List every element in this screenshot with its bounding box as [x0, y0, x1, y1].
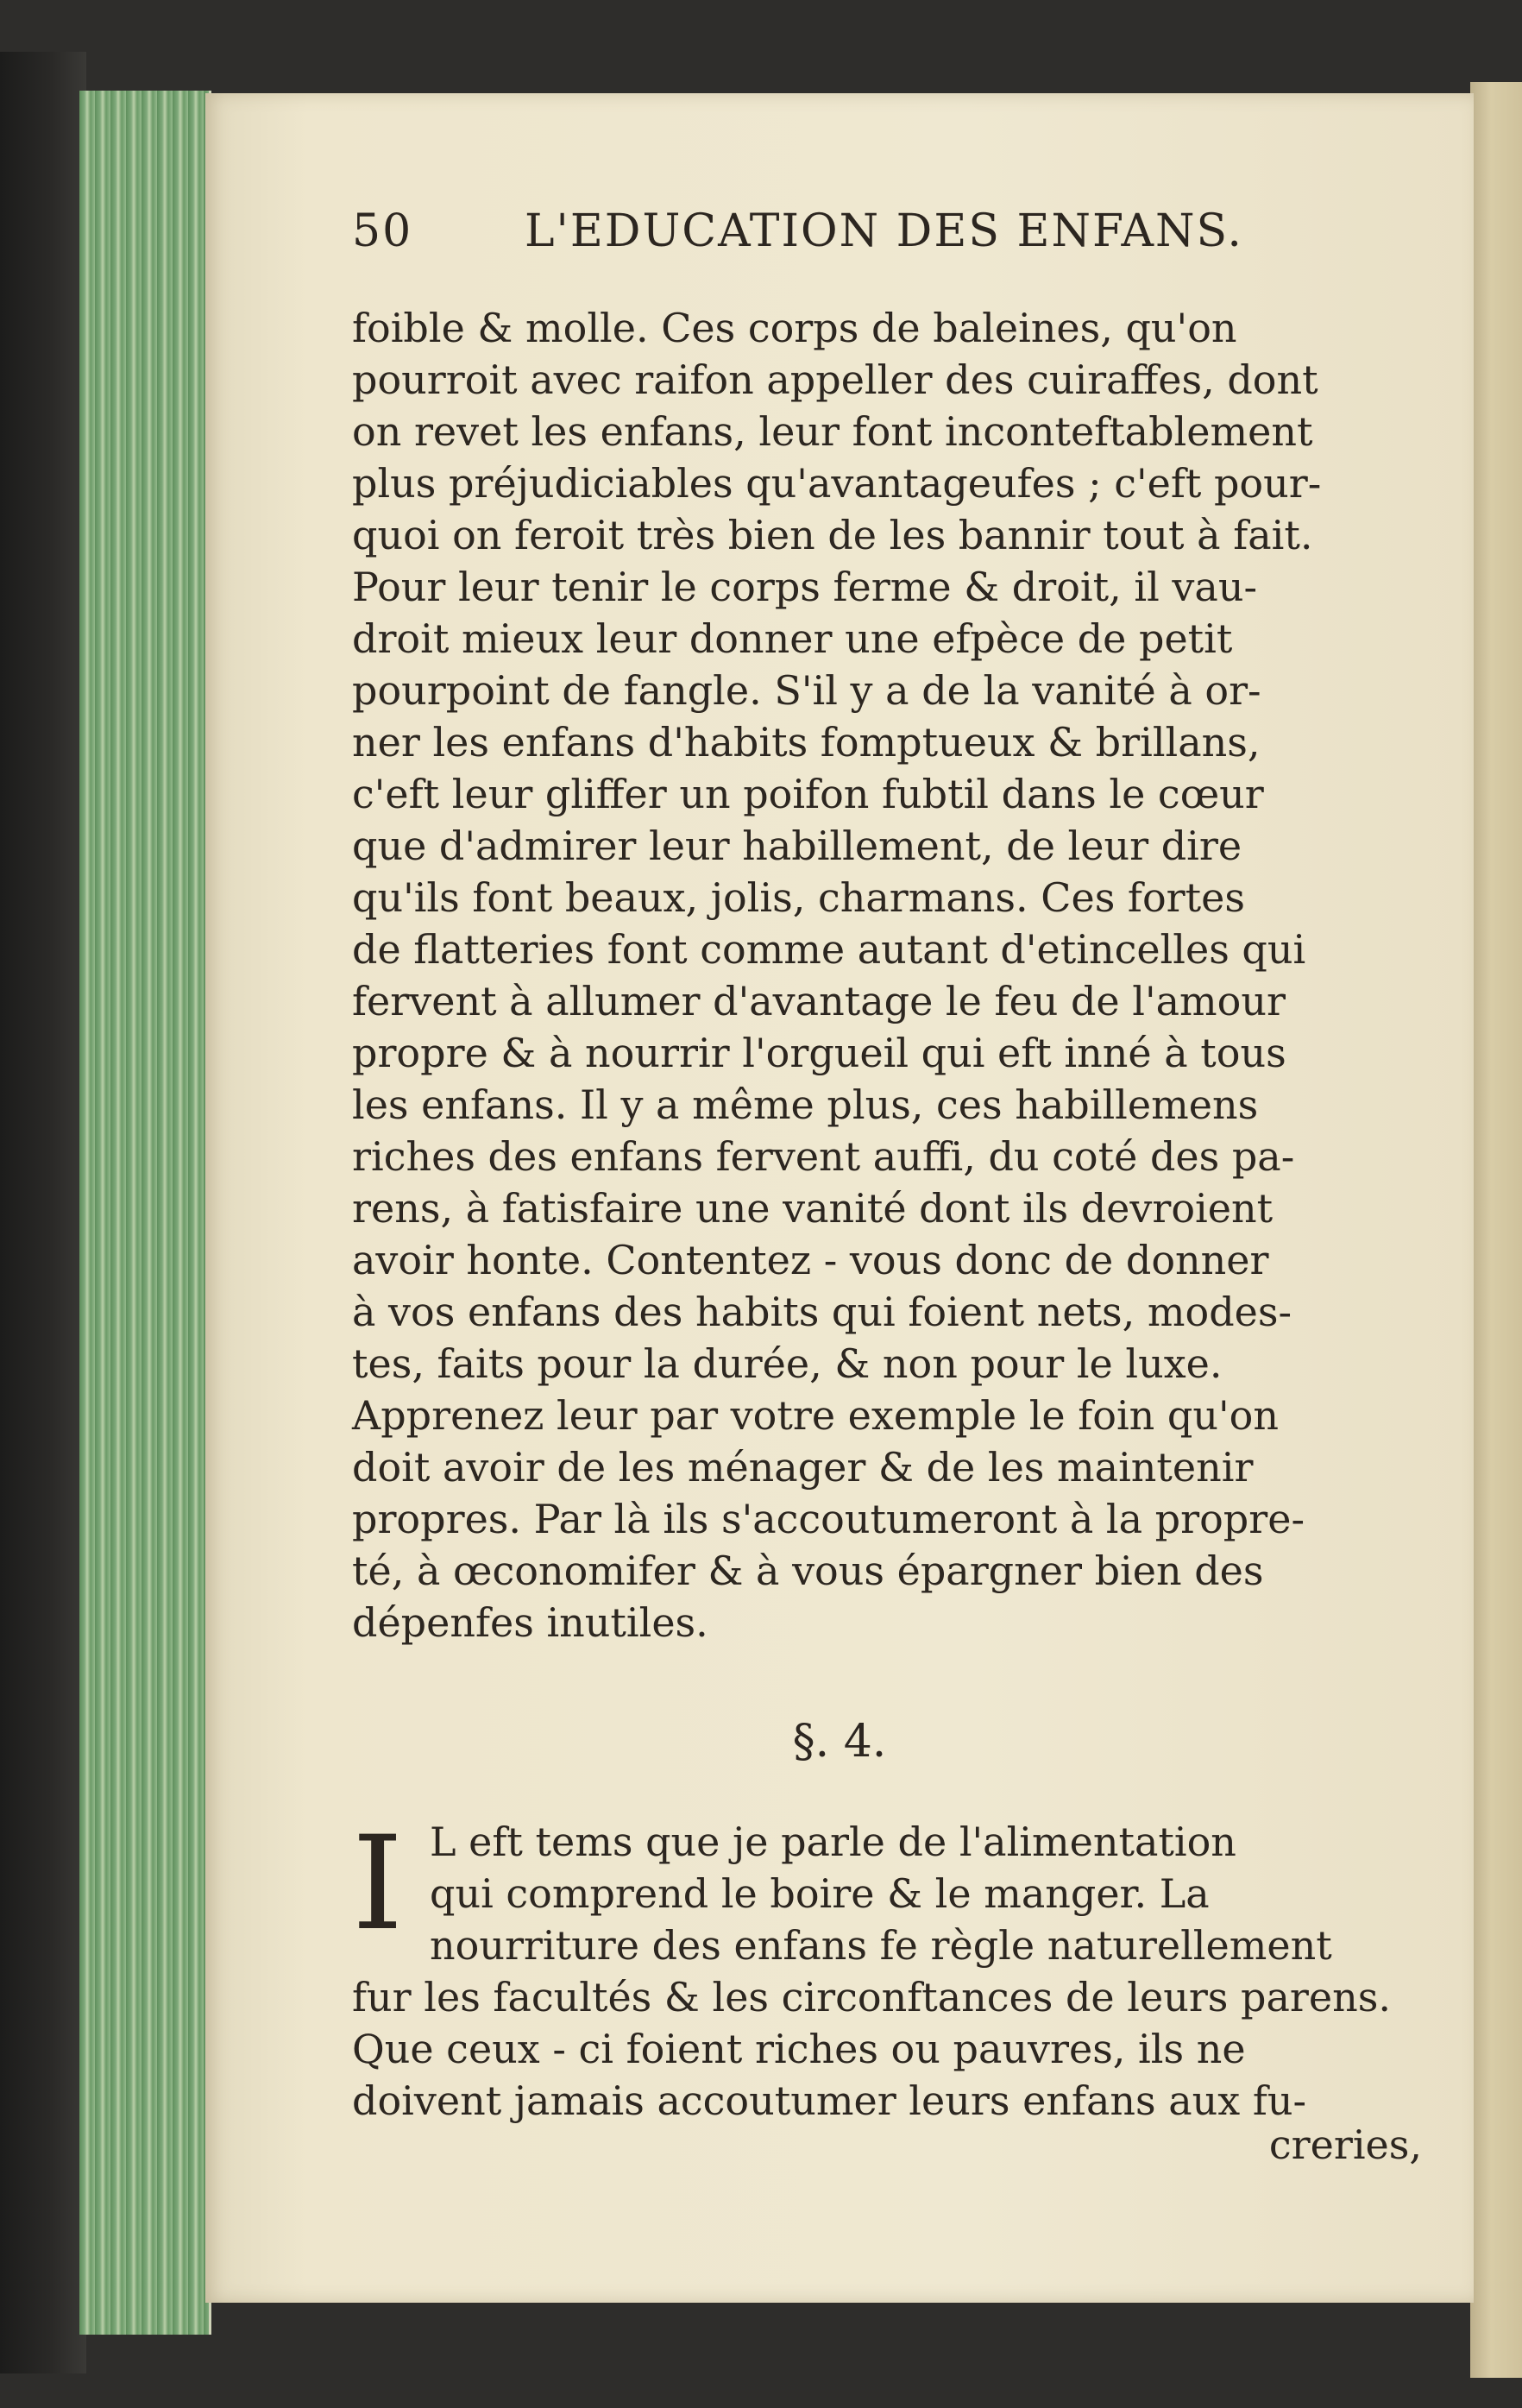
running-title: L'EDUCATION DES ENFANS.: [525, 205, 1243, 257]
text-line: Apprenez leur par votre exemple le foin qu'on: [352, 1392, 1279, 1439]
text-line: à vos enfans des habits qui foient nets, modes-: [352, 1289, 1292, 1335]
text-line: de flatteries font comme autant d'etincelles qui: [352, 926, 1306, 973]
text-line: avoir honte. Contentez - vous donc de donner: [352, 1237, 1269, 1283]
text-line: qu'ils font beaux, jolis, charmans. Ces fortes: [352, 874, 1245, 921]
text-line: riches des enfans fervent auffi, du coté des pa-: [352, 1133, 1295, 1180]
text-line: les enfans. Il y a même plus, ces habillemens: [352, 1081, 1259, 1128]
text-line: on revet les enfans, leur font inconteftablement: [352, 408, 1313, 455]
text-line: propre & à nourrir l'orgueil qui eft inné à tous: [352, 1030, 1286, 1076]
text-line: té, à œconomifer & à vous épargner bien des: [352, 1548, 1264, 1594]
text-line: droit mieux leur donner une efpèce de petit: [352, 615, 1233, 662]
text-line: Pour leur tenir le corps ferme & droit, il vau-: [352, 564, 1257, 610]
section-heading: §. 4.: [792, 1716, 887, 1768]
text-line: plus préjudiciables qu'avantageufes ; c'eft pour-: [352, 460, 1322, 507]
page-number: 50: [352, 205, 413, 257]
catchword: creries,: [1268, 2121, 1422, 2168]
facing-page: [1470, 82, 1522, 2378]
drop-cap: I: [352, 1809, 404, 1959]
section-paragraph: [352, 1809, 1422, 2127]
text-line: quoi on feroit très bien de les bannir tout à fait.: [352, 512, 1313, 558]
text-line: pourpoint de fangle. S'il y a de la vanité à or-: [352, 667, 1261, 714]
text-line: fervent à allumer d'avantage le feu de l'amour: [352, 978, 1286, 1024]
page-edges: [79, 91, 211, 2335]
book-page: [205, 93, 1474, 2303]
text-line: Que ceux - ci foient riches ou pauvres, ils ne: [352, 2026, 1246, 2072]
text-line: dépenfes inutiles.: [352, 1599, 708, 1646]
text-line: L eft tems que je parle de l'alimentation: [430, 1819, 1236, 1865]
text-line: nourriture des enfans fe règle naturellement: [430, 1922, 1332, 1969]
text-line: tes, faits pour la durée, & non pour le luxe.: [352, 1340, 1223, 1387]
text-line: c'eft leur gliffer un poifon fubtil dans le cœur: [352, 771, 1264, 817]
running-header: [352, 205, 1422, 274]
text-line: propres. Par là ils s'accoutumeront à la propre-: [352, 1496, 1305, 1542]
book-cover: [0, 52, 86, 2373]
text-line: qui comprend le boire & le manger. La: [430, 1870, 1210, 1917]
text-line: ner les enfans d'habits fomptueux & brillans,: [352, 719, 1261, 766]
text-line: rens, à fatisfaire une vanité dont ils devroient: [352, 1185, 1274, 1232]
text-line: fur les facultés & les circonftances de leurs parens.: [352, 1974, 1391, 2020]
body-text: [352, 302, 1422, 1648]
text-line: doivent jamais accoutumer leurs enfans aux fu-: [352, 2077, 1307, 2124]
text-line: pourroit avec raifon appeller des cuiraffes, dont: [352, 356, 1318, 403]
text-line: foible & molle. Ces corps de baleines, qu'on: [352, 305, 1237, 351]
text-line: doit avoir de les ménager & de les maintenir: [352, 1444, 1254, 1491]
text-line: que d'admirer leur habillement, de leur dire: [352, 823, 1242, 869]
